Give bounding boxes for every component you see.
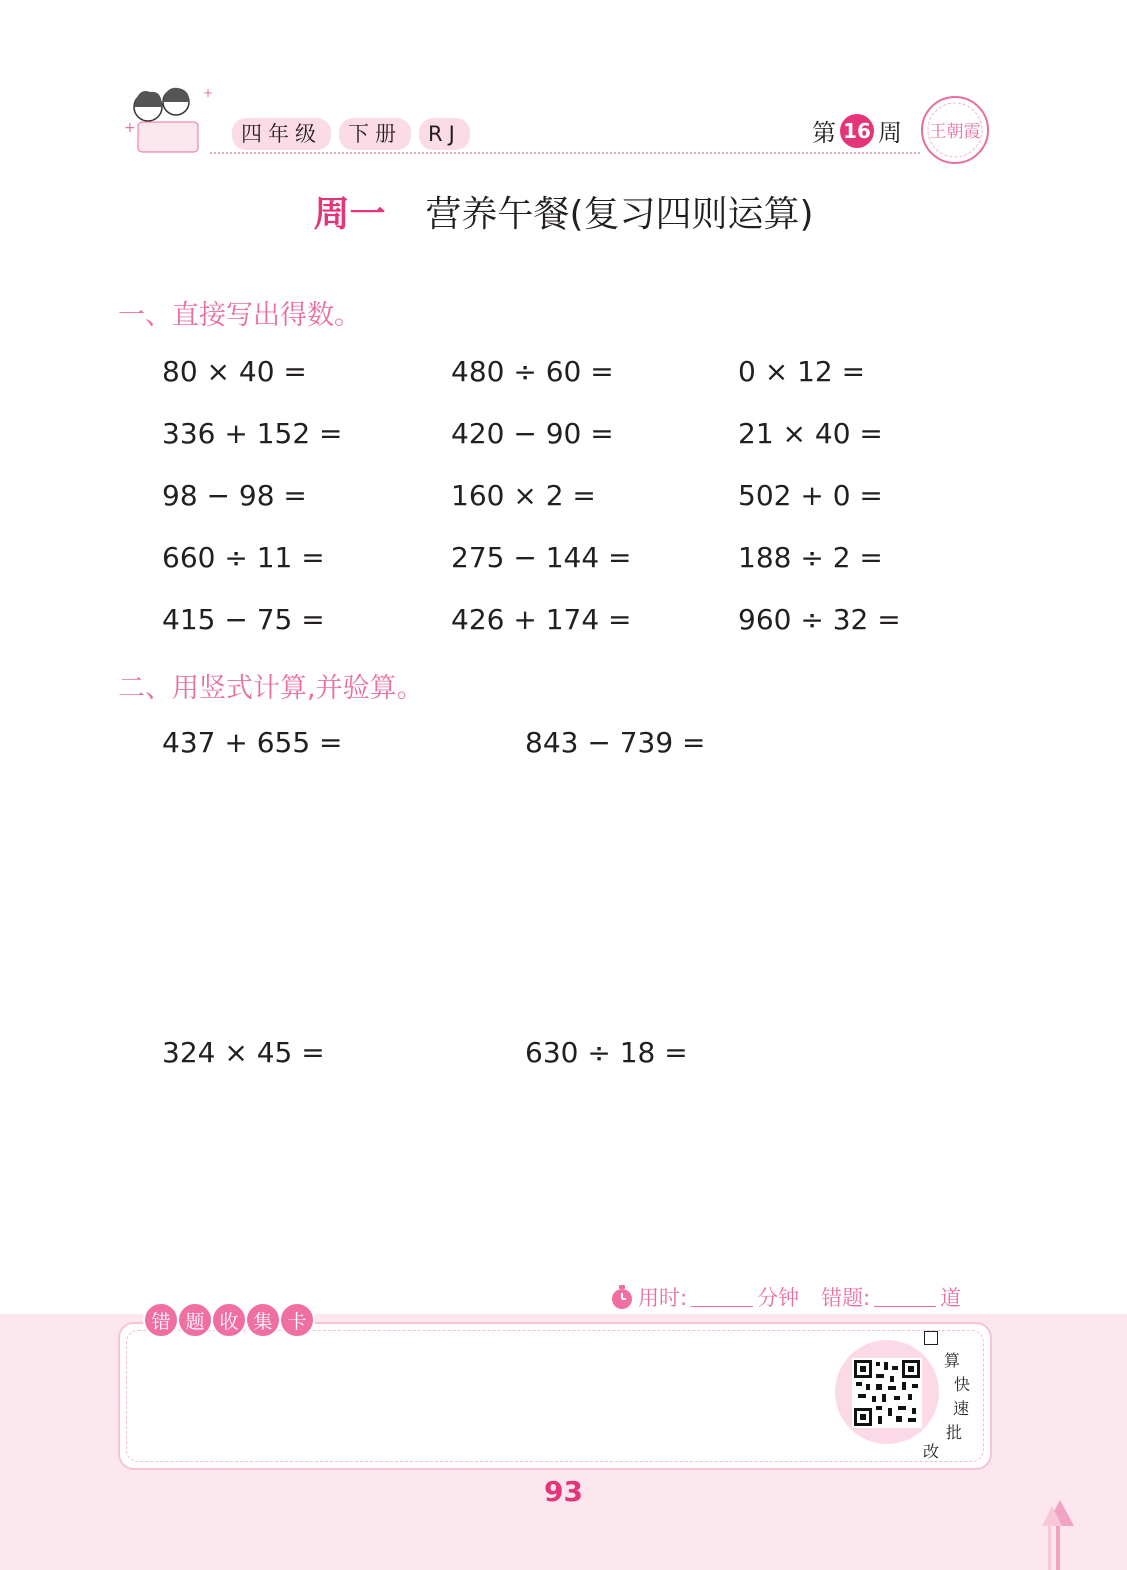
card-label-char: 集: [245, 1302, 281, 1338]
time-unit: 分钟: [757, 1286, 800, 1310]
card-label-char: 收: [211, 1302, 247, 1338]
grade-tag: 四年级: [232, 118, 331, 150]
oral-problem: 0 × 12 =: [738, 355, 866, 388]
volume-tag: 下册: [339, 118, 411, 150]
qr-caption-char: 快: [954, 1375, 971, 1394]
title-topic: 营养午餐(复习四则运算): [425, 194, 814, 235]
seal-text: 王朝霞: [929, 122, 981, 142]
week-suffix: 周: [878, 119, 902, 147]
week-number: 16: [840, 114, 874, 148]
up-arrow-icon: [1040, 1500, 1074, 1570]
qr-caption-char: 算: [944, 1351, 961, 1370]
vertical-calc-problem: 324 × 45 =: [162, 1036, 325, 1069]
week-indicator: [812, 113, 902, 148]
oral-problem: 502 + 0 =: [738, 479, 883, 512]
oral-problem: 415 − 75 =: [162, 603, 325, 636]
errors-unit: 道: [940, 1286, 962, 1310]
section2-title: 二、用竖式计算,并验算。: [118, 673, 424, 704]
week-prefix: 第: [812, 119, 836, 147]
vertical-calc-problem: 630 ÷ 18 =: [525, 1036, 688, 1069]
qr-caption-char: 速: [953, 1399, 970, 1418]
vertical-calc-problem: 437 + 655 =: [162, 726, 343, 759]
card-label: [143, 1302, 313, 1338]
errors-blank[interactable]: [874, 1288, 936, 1307]
time-blank[interactable]: [691, 1288, 753, 1307]
qr-caption-char: 批: [946, 1423, 963, 1442]
svg-text:+: +: [203, 86, 214, 100]
errors-label: 错题:: [821, 1286, 871, 1310]
time-record: [608, 1282, 961, 1312]
grade-tags: [232, 118, 470, 150]
card-label-char: 卡: [279, 1302, 315, 1338]
oral-problem: 275 − 144 =: [451, 541, 632, 574]
oral-problem: 336 + 152 =: [162, 417, 343, 450]
card-label-char: 错: [143, 1302, 179, 1338]
author-seal: [918, 93, 992, 167]
page-number: 93: [544, 1475, 583, 1508]
oral-problem: 188 ÷ 2 =: [738, 541, 883, 574]
oral-problem: 480 ÷ 60 =: [451, 355, 614, 388]
title-day: 周一: [313, 194, 386, 235]
edition-tag: RJ: [419, 118, 470, 150]
checkbox-icon[interactable]: [924, 1331, 938, 1345]
qr-caption-char: 改: [923, 1442, 940, 1461]
card-label-char: 题: [177, 1302, 213, 1338]
oral-problem: 80 × 40 =: [162, 355, 307, 388]
page-title: [0, 186, 1127, 237]
svg-text:+: +: [124, 120, 136, 136]
header-divider: [210, 152, 920, 154]
kids-illustration: [118, 72, 218, 162]
oral-problem: 98 − 98 =: [162, 479, 307, 512]
time-label: 用时:: [638, 1286, 688, 1310]
stopwatch-icon: [608, 1283, 636, 1311]
oral-problem: 660 ÷ 11 =: [162, 541, 325, 574]
oral-problem: 21 × 40 =: [738, 417, 883, 450]
section1-title: 一、直接写出得数。: [118, 300, 361, 331]
oral-problem: 426 + 174 =: [451, 603, 632, 636]
oral-problem: 420 − 90 =: [451, 417, 614, 450]
qr-code[interactable]: [852, 1358, 922, 1428]
vertical-calc-problem: 843 − 739 =: [525, 726, 706, 759]
oral-problem: 960 ÷ 32 =: [738, 603, 901, 636]
oral-problem: 160 × 2 =: [451, 479, 596, 512]
